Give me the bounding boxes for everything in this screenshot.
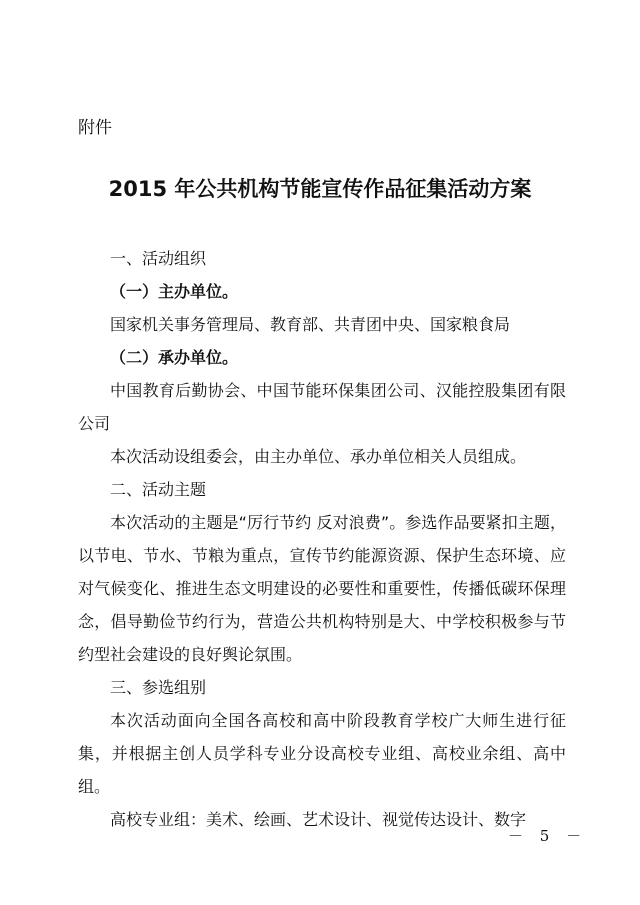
paragraph: 国家机关事务管理局、教育部、共青团中央、国家粮食局 xyxy=(110,315,511,334)
attachment-label: 附件 xyxy=(78,118,112,138)
section-heading: 三、参选组别 xyxy=(110,678,207,697)
page-number: － 5 － xyxy=(508,827,588,845)
paragraph: 高校专业组：美术、绘画、艺术设计、视觉传达设计、数字 xyxy=(110,810,527,829)
paragraph: 本次活动面向全国各高校和高中阶段教育学校广大师生进行征集，并根据主创人员学科专业分设高校专业组、高校业余组、高中组。 xyxy=(78,711,566,796)
paragraph: 中国教育后勤协会、中国节能环保集团公司、汉能控股集团有限公司 xyxy=(78,381,566,433)
paragraph: 本次活动设组委会，由主办单位、承办单位相关人员组成。 xyxy=(110,447,527,466)
subsection-heading: （一）主办单位。 xyxy=(110,282,239,301)
section-heading: 一、活动组织 xyxy=(110,249,207,268)
paragraph: 本次活动的主题是“厉行节约 反对浪费”。参选作品要紧扣主题，以节电、节水、节粮为重点，宣传节约能源资源、保护生态环境、应对气候变化、推进生态文明建设的必要性和重要性，传播低碳环保理念，倡导勤俭节约行为，营造公共机构特别是大、中学校积极参与节约型社会建设的良好舆论氛围。 xyxy=(78,513,566,664)
document-title: 2015 年公共机构节能宣传作品征集活动方案 xyxy=(108,177,532,201)
document-body xyxy=(78,242,566,836)
section-heading: 二、活动主题 xyxy=(110,480,207,499)
subsection-heading: （二）承办单位。 xyxy=(110,348,239,367)
